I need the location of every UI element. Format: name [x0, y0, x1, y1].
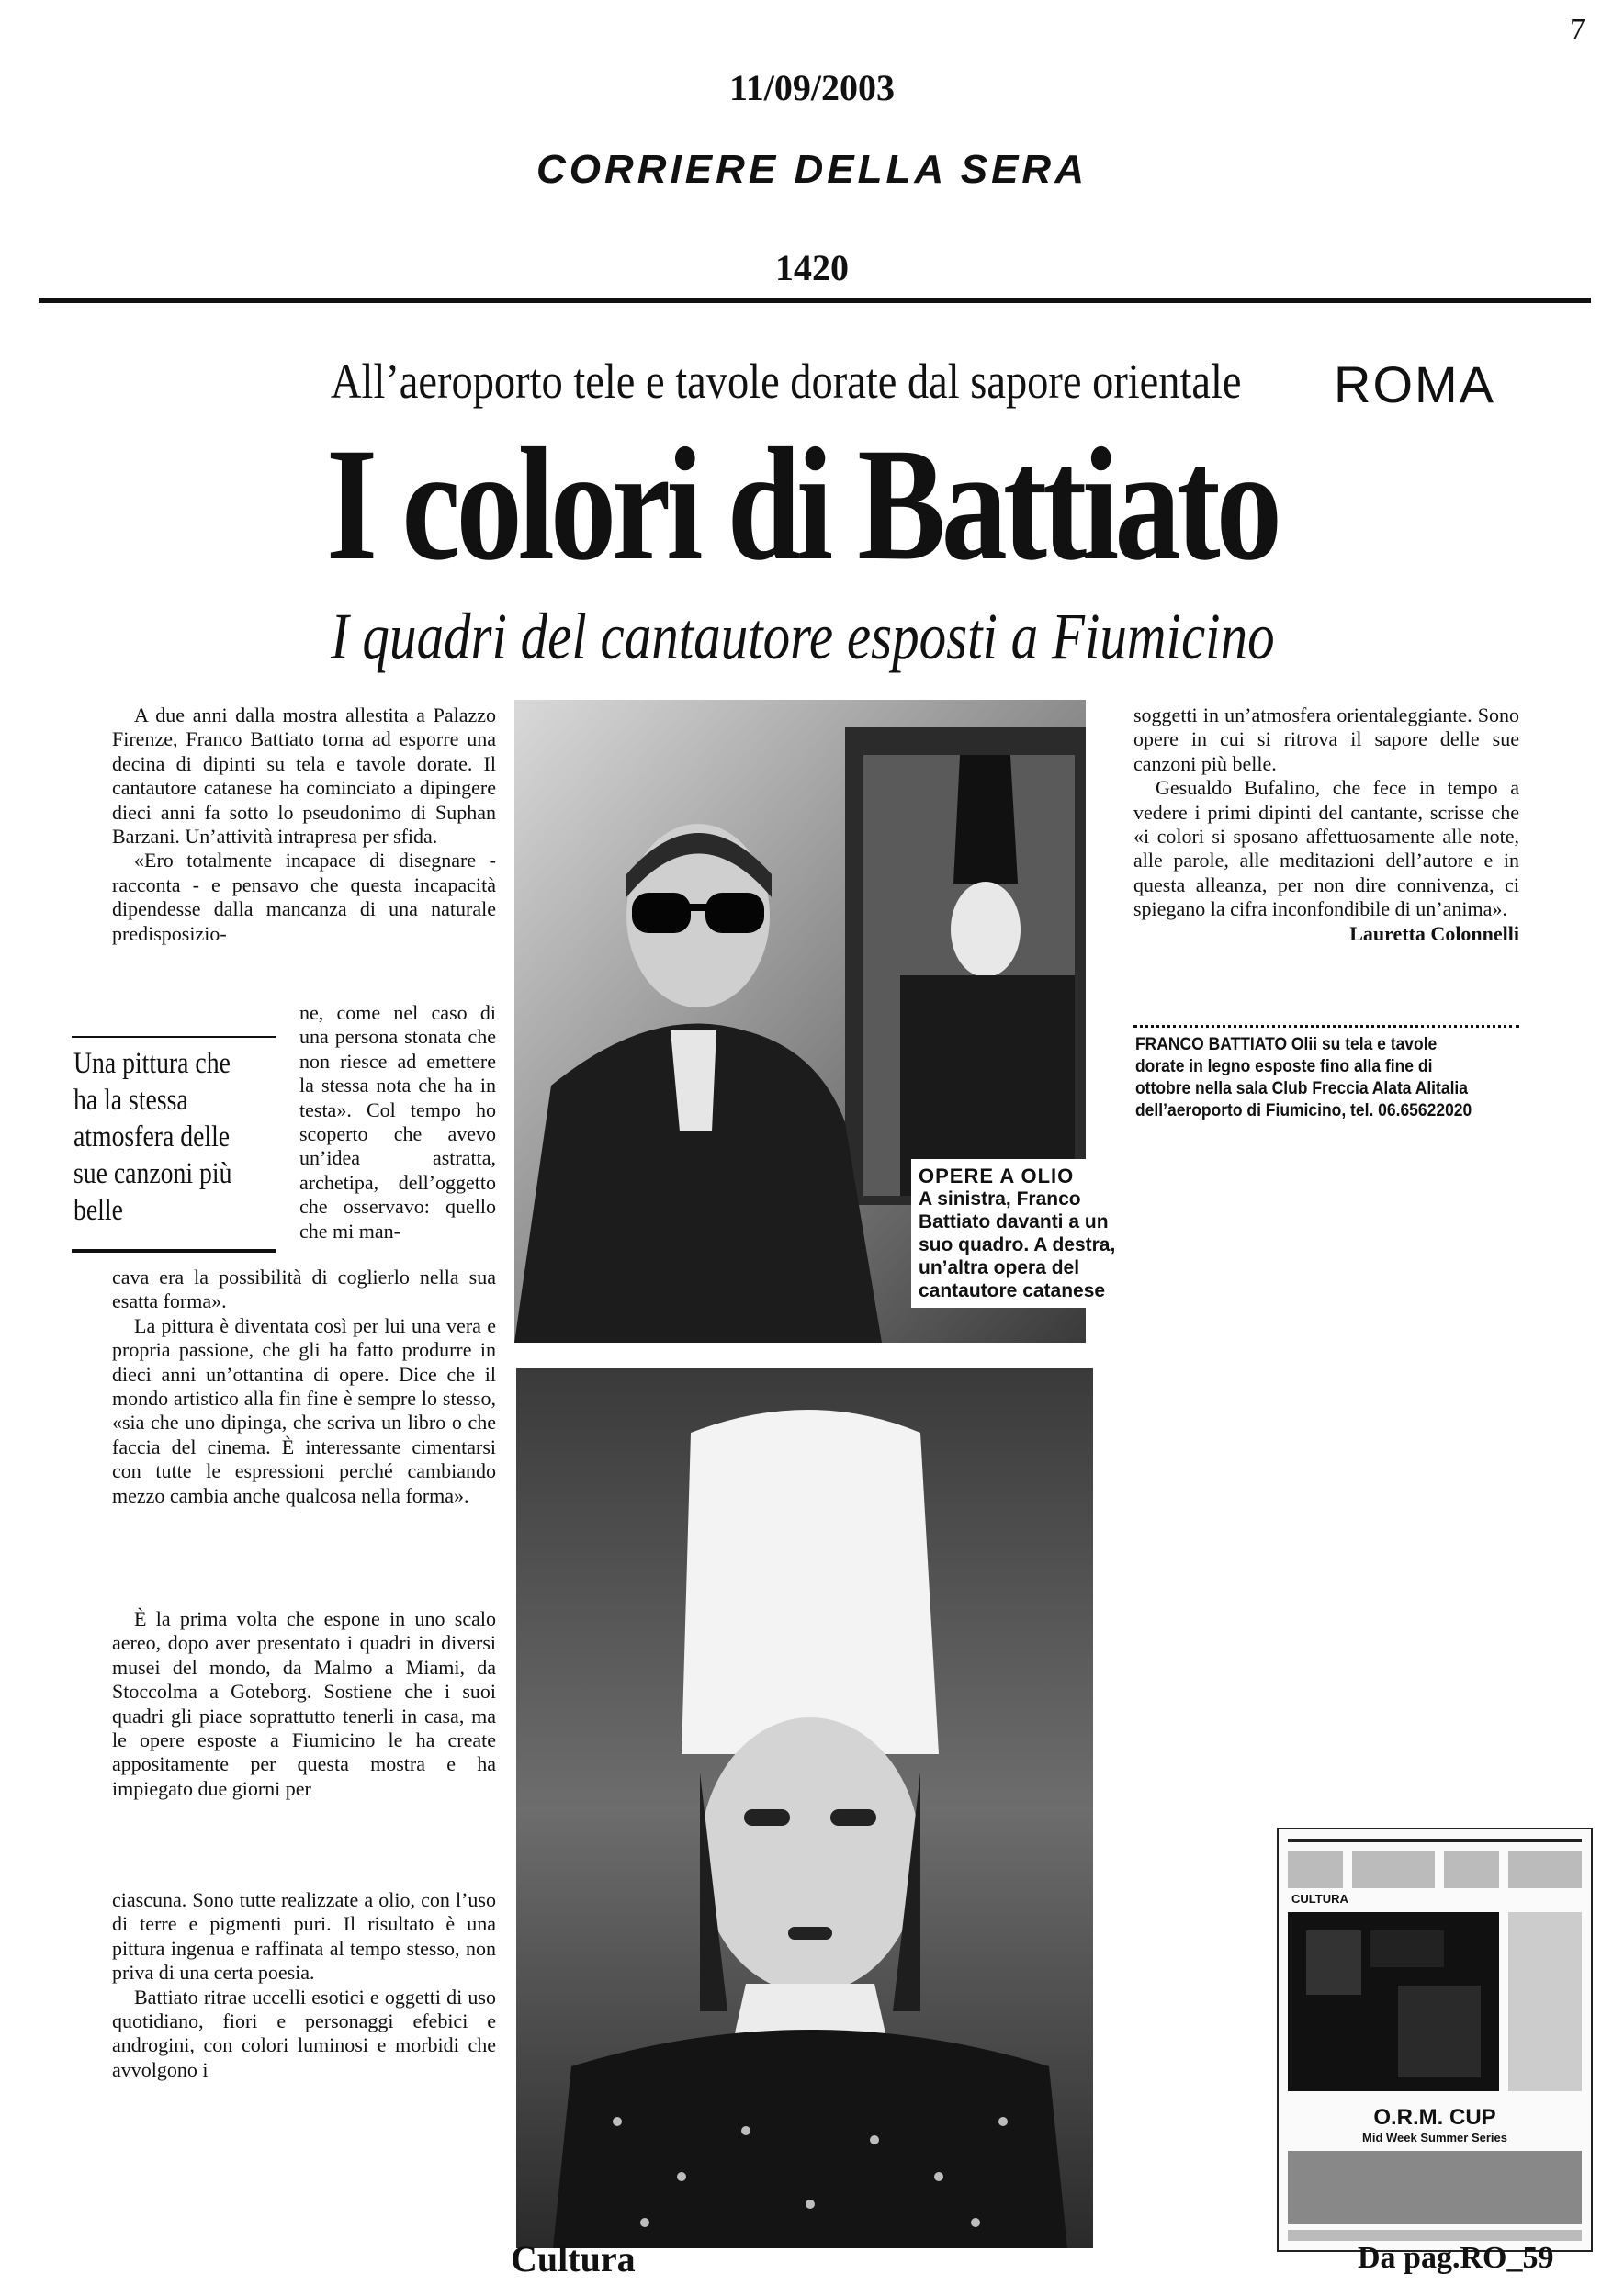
footer-section: Cultura [511, 2238, 636, 2279]
paragraph-4: È la prima volta che espone in uno scalo aereo, dopo aver presentato i quadri in diversi musei del mondo, da Malmo a Miami, da Stoccolma a Goteborg. Sostiene che i suoi quadri gli piace soprattutto tenerli in casa, ma le opere esposte a Fiumicino le ha create appositamente per questa mostra e ha impiegato due giorni per [112, 1607, 496, 1800]
caption-title: OPERE A OLIO [919, 1165, 1075, 1187]
paragraph-1: A due anni dalla mostra allestita a Palazzo Firenze, Franco Battiato torna ad esporre una decina di dipinti su tela e tavole dorate. Il cantautore catanese ha cominciato a dipingere dieci anni fa sotto lo pseudonimo di Suphan Barzani. Un’attività intrapresa per sfida. [112, 703, 496, 849]
paragraph-3: La pittura è diventata così per lui una vera e propria passione, che gli ha fatto produrre in dieci anni un’ottantina di opere. Dice che il mondo artistico alla fin fine è sempre lo stesso, «sia che uno dipinga, che scriva un libro o che faccia del cinema. È interessante cimentarsi con tutte le espressioni perché cambiando mezzo cambia anche qualcosa nella forma». [112, 1313, 496, 1507]
thumbnail-ad [1279, 2105, 1591, 2144]
article-column-3 [1133, 703, 1519, 946]
photo-painting-image [516, 1368, 1093, 2248]
paragraph-7: soggetti in un’atmosfera orientaleggiante. Sono opere in cui si ritrova il sapore delle sue canzoni più belle. [1133, 703, 1519, 775]
caption-text: A sinistra, Franco Battiato davanti a un suo quadro. A destra, un’altra opera del cantautore catanese [919, 1188, 1116, 1301]
paragraph-2c: cava era la possibilità di coglierlo nella sua esatta forma». [112, 1266, 496, 1313]
article-column-1 [112, 703, 496, 946]
header-rule [39, 298, 1591, 303]
paragraph-2b: ne, come nel caso di una persona stonata che non riesce ad emettere la stessa nota che ha in testa». Col tempo ho scoperto che avevo un’idea astratta, archetipa, dell’oggetto che osservavo: quello che mi man- [299, 1001, 496, 1243]
pull-quote-top-rule [72, 1036, 276, 1038]
thumbnail-ad-title: O.R.M. CUP [1373, 2105, 1496, 2130]
photo-caption [911, 1159, 1133, 1308]
paragraph-2a: «Ero totalmente incapace di disegnare - racconta - e pensavo che questa incapacità dipendesse dalla mancanza di una naturale predisposizio- [112, 849, 496, 945]
newspaper-name: CORRIERE DELLA SERA [536, 147, 1088, 192]
publication-date: 11/09/2003 [728, 67, 896, 108]
paragraph-6: Battiato ritrae uccelli esotici e oggetti di uso quotidiano, fiori e personaggi efebici e androgini, con colori luminosi e morbidi che avvolgono i [112, 1985, 496, 2081]
page-number: 7 [1570, 13, 1585, 47]
byline: Lauretta Colonnelli [1349, 921, 1519, 945]
thumbnail-section: CULTURA [1291, 1892, 1348, 1906]
kicker: All’aeroporto tele e tavole dorate dal sapore orientale [331, 354, 1242, 409]
pull-quote: Una pittura che ha la stessa atmosfera delle sue canzoni più belle [73, 1047, 232, 1227]
info-box-dotted-rule [1133, 1025, 1519, 1028]
headline: I colori di Battiato [326, 415, 1279, 594]
article-column-2 [112, 1607, 496, 1801]
page-thumbnail [1277, 1828, 1593, 2252]
article-column-1-narrow [299, 1001, 496, 1244]
photo-painting [516, 1368, 1093, 2248]
clipping-code: 1420 [775, 247, 849, 288]
pull-quote-bottom-rule [72, 1249, 276, 1253]
section-city: ROMA [1334, 355, 1495, 413]
article-column-2-continued [112, 1888, 496, 2082]
exhibition-info-box: FRANCO BATTIATO Olii su tela e tavole dorate in legno esposte fino alla fine di ottobre nella sala Club Freccia Alata Alitalia dell’aeroporto di Fiumicino, tel. 06.65622020 [1135, 1035, 1472, 1120]
article-column-1-continued [112, 1266, 496, 1508]
thumbnail-ad-subtitle: Mid Week Summer Series [1362, 2131, 1507, 2144]
subheadline: I quadri del cantautore esposti a Fiumicino [331, 600, 1275, 673]
footer-source-page: Da pag.RO_59 [1358, 2241, 1554, 2275]
paragraph-8: Gesualdo Bufalino, che fece in tempo a vedere i primi dipinti del cantante, scrisse che «i colori si sposano affettuosamente alle note, alle parole, alle meditazioni dell’autore e in questa alleanza, per non dire connivenza, ci spiegano la cifra inconfondibile di un’anima». [1133, 776, 1519, 921]
paragraph-5: ciascuna. Sono tutte realizzate a olio, con l’uso di terre e pigmenti puri. Il risultato è una pittura ingenua e raffinata al tempo stesso, non priva di una certa poesia. [112, 1888, 496, 1985]
